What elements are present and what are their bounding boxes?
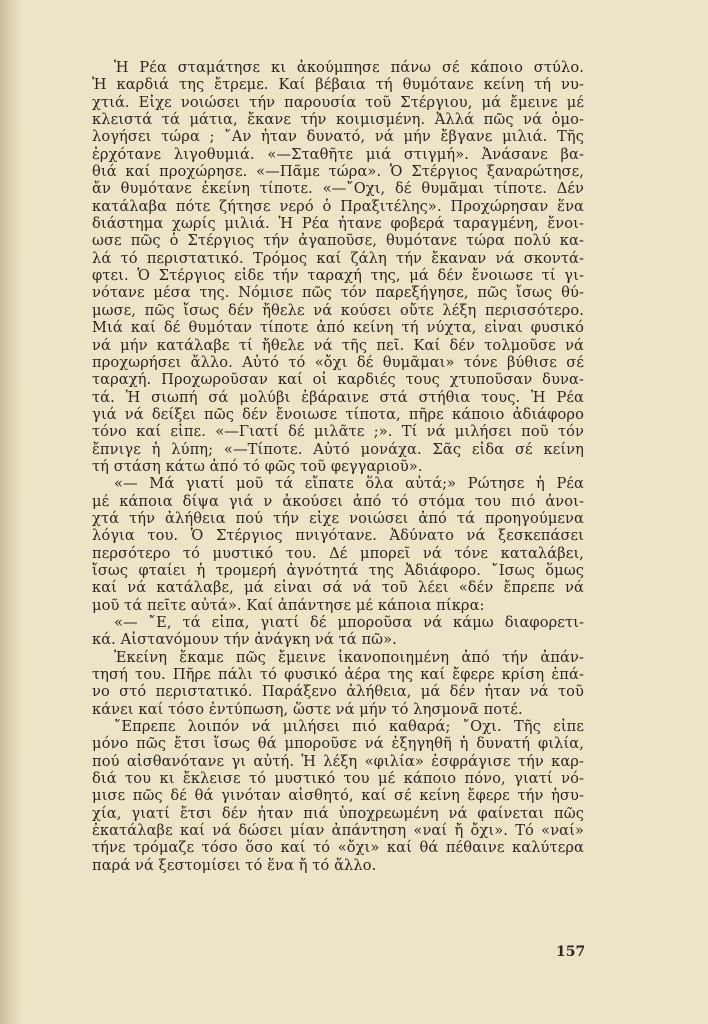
text-line: ταραχή. Προχωροῦσαν καί οἱ καρδιές τους χτυποῦσαν δυνα- [92, 371, 584, 389]
text-line: Ἡ καρδιά της ἔτρεμε. Καί βέβαια τή θυμότανε κείνη τή νυ- [92, 76, 584, 94]
text-line: ἴσως φταίει ἡ τρομερή ἀγνότητά της Ἀδιάφορο. ῎Ισως ὅμως [92, 561, 584, 579]
text-line: τήνε τρόμαζε τόσο ὅσο καί τό «ὄχι» καί θά πέθαινε καλύτερα [92, 839, 584, 857]
text-line: πού αἰσθανότανε γι αὐτή. Ἡ λέξη «φιλία» ἐσφράγισε τήν καρ- [92, 752, 584, 770]
text-line: χτά τήν ἀλήθεια πού τήν εἶχε νοιώσει ἀπό τά προηγούμενα [92, 509, 584, 527]
paragraph [92, 718, 584, 874]
text-line: «— ῎Ε, τά εἶπα, γιατί δέ μποροῦσα νά κάμω διαφορετι- [114, 614, 584, 631]
text-line: φτει. Ὁ Στέργιος εἶδε τήν ταραχή της, μά δέν ἔνοιωσε τί γι- [92, 267, 584, 285]
page-binding-edge [0, 0, 22, 1024]
text-line: νο στό περιστατικό. Παράξενο ἀλήθεια, μά δέν ἦταν νά τοῦ [92, 683, 584, 701]
text-line: ἐκατάλαβε καί νά δώσει μίαν ἀπάντηση «ναί ἤ ὄχι». Τό «ναί» [92, 822, 584, 840]
text-line: ἄν θυμότανε ἐκείνη τίποτε. «—῎Οχι, δέ θυμᾶμαι τίποτε. Δέν [92, 180, 584, 198]
page-number: 157 [556, 944, 586, 960]
paragraph [92, 59, 584, 475]
text-line: προχωρήσει ἄλλο. Αὐτό τό «ὄχι δέ θυμᾶμαι» τόνε βύθισε σέ [92, 353, 584, 371]
paragraph [92, 614, 584, 649]
body-text [92, 59, 584, 874]
text-line: παρά νά ξεστομίσει τό ἕνα ἤ τό ἄλλο. [92, 856, 377, 874]
paragraph [92, 649, 584, 718]
text-line: τά. Ἡ σιωπή σά μολύβι ἐβάραινε στά στήθια τους. Ἡ Ρέα [92, 388, 584, 406]
text-line: διάστημα χωρίς μιλιά. Ἡ Ρέα ἦτανε φοβερά ταραγμένη, ἔνοι- [92, 215, 584, 233]
text-line: περσότερο τό μυστικό του. Δέ μπορεῖ νά τόνε καταλάβει, [92, 544, 584, 562]
text-line: μέ κάποια δίψα γιά ν ἀκούσει ἀπό τό στόμα του πιό ἀνοι- [92, 492, 584, 510]
text-line: χτιά. Εἶχε νοιώσει τήν παρουσία τοῦ Στέργιου, μά ἔμεινε μέ [92, 93, 584, 111]
text-line: τή στάση κάτω ἀπό τό φῶς τοῦ φεγγαριοῦ». [92, 457, 423, 475]
text-line: θιά καί προχώρησε. «—Πᾶμε τώρα». Ὁ Στέργιος ξαναρώτησε, [92, 163, 584, 181]
text-line: Μιά καί δέ θυμόταν τίποτε ἀπό κείνη τή νύχτα, εἶναι φυσικό [92, 319, 584, 337]
text-line: νά μήν κατάλαβε τί ἤθελε νά τῆς πεῖ. Καί δέν τολμοῦσε νά [92, 336, 584, 354]
text-line: Ἐκείνη ἔκαμε πῶς ἔμεινε ἱκανοποιημένη ἀπό τήν ἀπάν- [114, 648, 584, 666]
text-line: μόνο πῶς ἔτσι ἴσως θά μποροῦσε νά ἐξηγηθῆ ἡ δυνατή φιλία, [92, 735, 584, 753]
text-line: μοῦ τά πεῖτε αὐτά». Καί ἀπάντησε μέ κάποια πίκρα: [92, 596, 485, 614]
text-line: καί νά κατάλαβε, μά εἶναι σά νά τοῦ λέει «δέν ἔπρεπε νά [92, 579, 584, 597]
text-line: ῎Επρεπε λοιπόν νά μιλήσει πιό καθαρά; ῎Οχι. Τῆς εἶπε [114, 718, 584, 736]
text-line: λά τό περιστατικό. Τρόμος καί ζάλη τήν ἔκαναν νά σκοντά- [92, 249, 584, 267]
text-line: λογήσει τώρα ; ῎Αν ἦταν δυνατό, νά μήν ἔβγανε μιλιά. Τῆς [92, 128, 584, 146]
text-line: τόνο καί εἶπε. «—Γιατί δέ μιλᾶτε ;». Τί νά μιλήσει ποῦ τόν [92, 423, 584, 441]
text-line: κάνει καί τόσο ἐντύπωση, ὥστε νά μήν τό λησμονᾶ ποτέ. [92, 700, 523, 718]
text-line: ωσε πῶς ὁ Στέργιος τήν ἀγαποῦσε, θυμότανε τώρα πολύ κα- [92, 232, 584, 250]
paragraph [92, 475, 584, 614]
text-line: τησή του. Πῆρε πάλι τό φυσικό ἀέρα της καί ἔφερε κρίση ἐπά- [92, 666, 584, 684]
text-line: μωσε, πῶς ἴσως δέν ἤθελε νά κούσει οὔτε λέξη περισσότερο. [92, 301, 584, 319]
text-line: «— Μά γιατί μοῦ τά εἴπατε ὅλα αὐτά;» Ρώτησε ἡ Ρέα [114, 475, 584, 493]
text-line: χία, γιατί ἔτσι δέν ἦταν πιά ὑποχρεωμένη νά φαίνεται πῶς [92, 804, 584, 822]
text-line: κλειστά τά μάτια, ἔκανε τήν κοιμισμένη. Ἀλλά πῶς νά ὁμο- [92, 111, 584, 129]
text-line: μισε πῶς δέ θά γινόταν αἰσθητό, καί σέ κείνη ἔφερε τήν ἡσυ- [92, 787, 584, 805]
text-line: Ἡ Ρέα σταμάτησε κι ἀκούμπησε πάνω σέ κάποιο στύλο. [114, 59, 584, 76]
text-line: λόγια του. Ὁ Στέργιος πνιγότανε. Ἀδύνατο νά ξεσκεπάσει [92, 527, 584, 545]
text-line: ἐρχότανε λιγοθυμιά. «—Σταθῆτε μιά στιγμή». Ἀνάσανε βα- [92, 145, 584, 163]
text-line: γιά νά δείξει πῶς δέν ἔνοιωσε τίποτα, πῆρε κάποιο ἀδιάφορο [92, 405, 584, 423]
text-line: νότανε μέσα της. Νόμισε πῶς τόν παρεξήγησε, πῶς ἴσως θύ- [92, 284, 584, 302]
text-line: κά. Αἰσταvόμουν τήν ἀνάγκη νά τά πῶ». [92, 631, 397, 649]
text-line: ἔπνιγε ἡ λύπη; «—Τίποτε. Αὐτό μονάχα. Σᾶς εἶδα σέ κείνη [92, 440, 584, 458]
text-line: διά του κι ἔκλεισε τό μυστικό του μέ κάποιο πόνο, γιατί νό- [92, 770, 584, 788]
text-line: κατάλαβα πότε ζήτησε νερό ὁ Πραξιτέλης». Προχώρησαν ἕνα [92, 197, 584, 215]
